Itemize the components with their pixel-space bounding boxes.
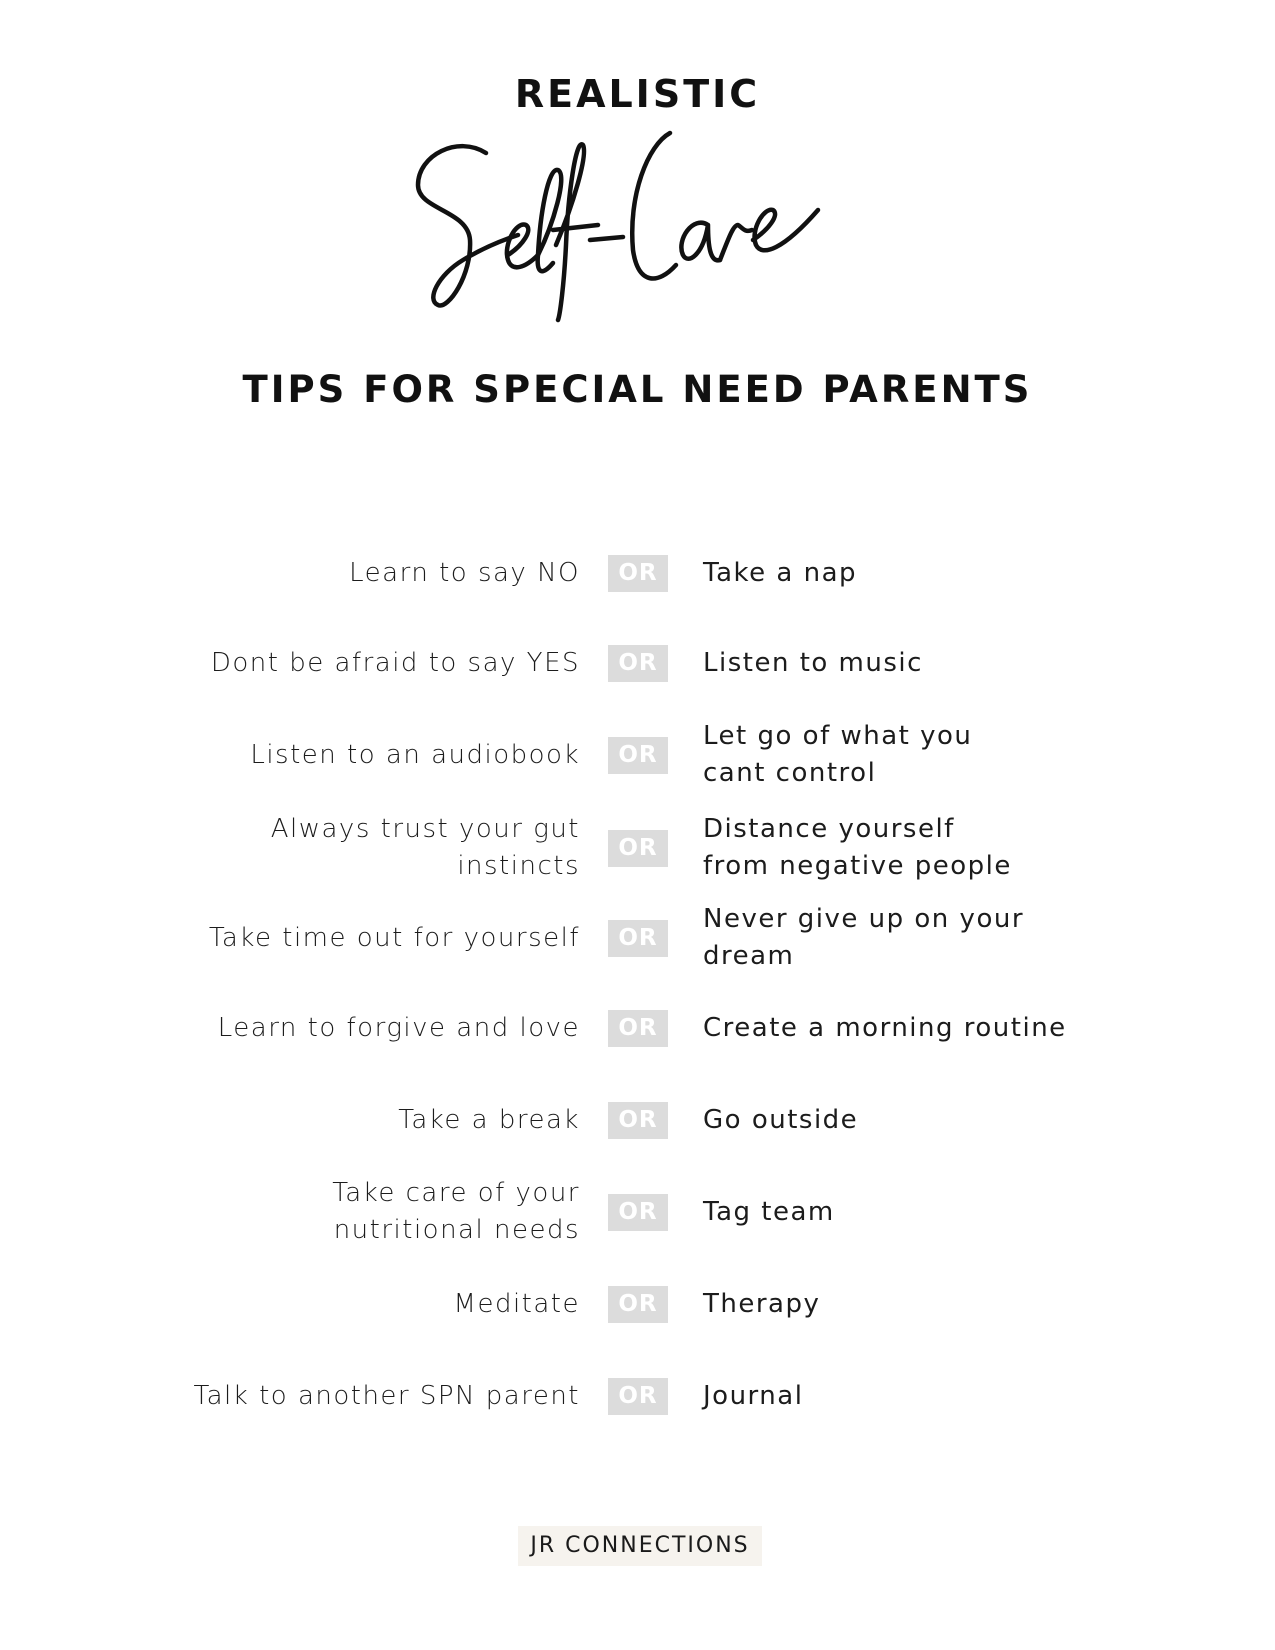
tip-left-option: Talk to another SPN parent <box>193 1380 580 1411</box>
tip-right-option: Let go of what you cant control <box>703 721 973 788</box>
or-separator-badge: OR <box>608 1194 668 1231</box>
or-separator-badge: OR <box>608 645 668 682</box>
tip-right-option: Go outside <box>703 1104 859 1135</box>
tip-left-option: Learn to say NO <box>349 557 580 588</box>
footer-brand: JR CONNECTIONS <box>518 1526 762 1566</box>
tip-left-option: Listen to an audiobook <box>250 739 580 770</box>
tip-right-option: Take a nap <box>703 557 858 588</box>
or-separator-badge: OR <box>608 1010 668 1047</box>
tip-left-option: Take care of your nutritional needs <box>332 1178 580 1245</box>
tip-right-option: Create a morning routine <box>703 1012 1067 1043</box>
or-separator-badge: OR <box>608 920 668 957</box>
tip-left-option: Dont be afraid to say YES <box>210 647 580 678</box>
tip-left-option: Take a break <box>398 1104 580 1135</box>
tip-left-option: Take time out for yourself <box>208 922 580 953</box>
or-separator-badge: OR <box>608 737 668 774</box>
or-separator-badge: OR <box>608 1102 668 1139</box>
or-separator-badge: OR <box>608 1378 668 1415</box>
tip-right-option: Therapy <box>703 1288 821 1319</box>
subtitle-heading: TIPS FOR SPECIAL NEED PARENTS <box>242 368 1033 411</box>
self-care-script-logo <box>408 115 868 340</box>
or-separator-badge: OR <box>608 830 668 867</box>
tip-right-option: Never give up on your dream <box>703 904 1025 971</box>
or-separator-badge: OR <box>608 555 668 592</box>
tip-right-option: Listen to music <box>703 647 923 678</box>
tip-left-option: Always trust your gut instincts <box>270 814 580 881</box>
or-separator-badge: OR <box>608 1286 668 1323</box>
kicker-heading: REALISTIC <box>514 72 761 116</box>
tip-right-option: Journal <box>703 1380 804 1411</box>
script-title <box>0 115 1275 340</box>
tip-right-option: Distance yourself from negative people <box>703 814 1012 881</box>
tip-left-option: Meditate <box>453 1288 580 1319</box>
tip-left-option: Learn to forgive and love <box>217 1012 580 1043</box>
tip-right-option: Tag team <box>703 1196 835 1227</box>
